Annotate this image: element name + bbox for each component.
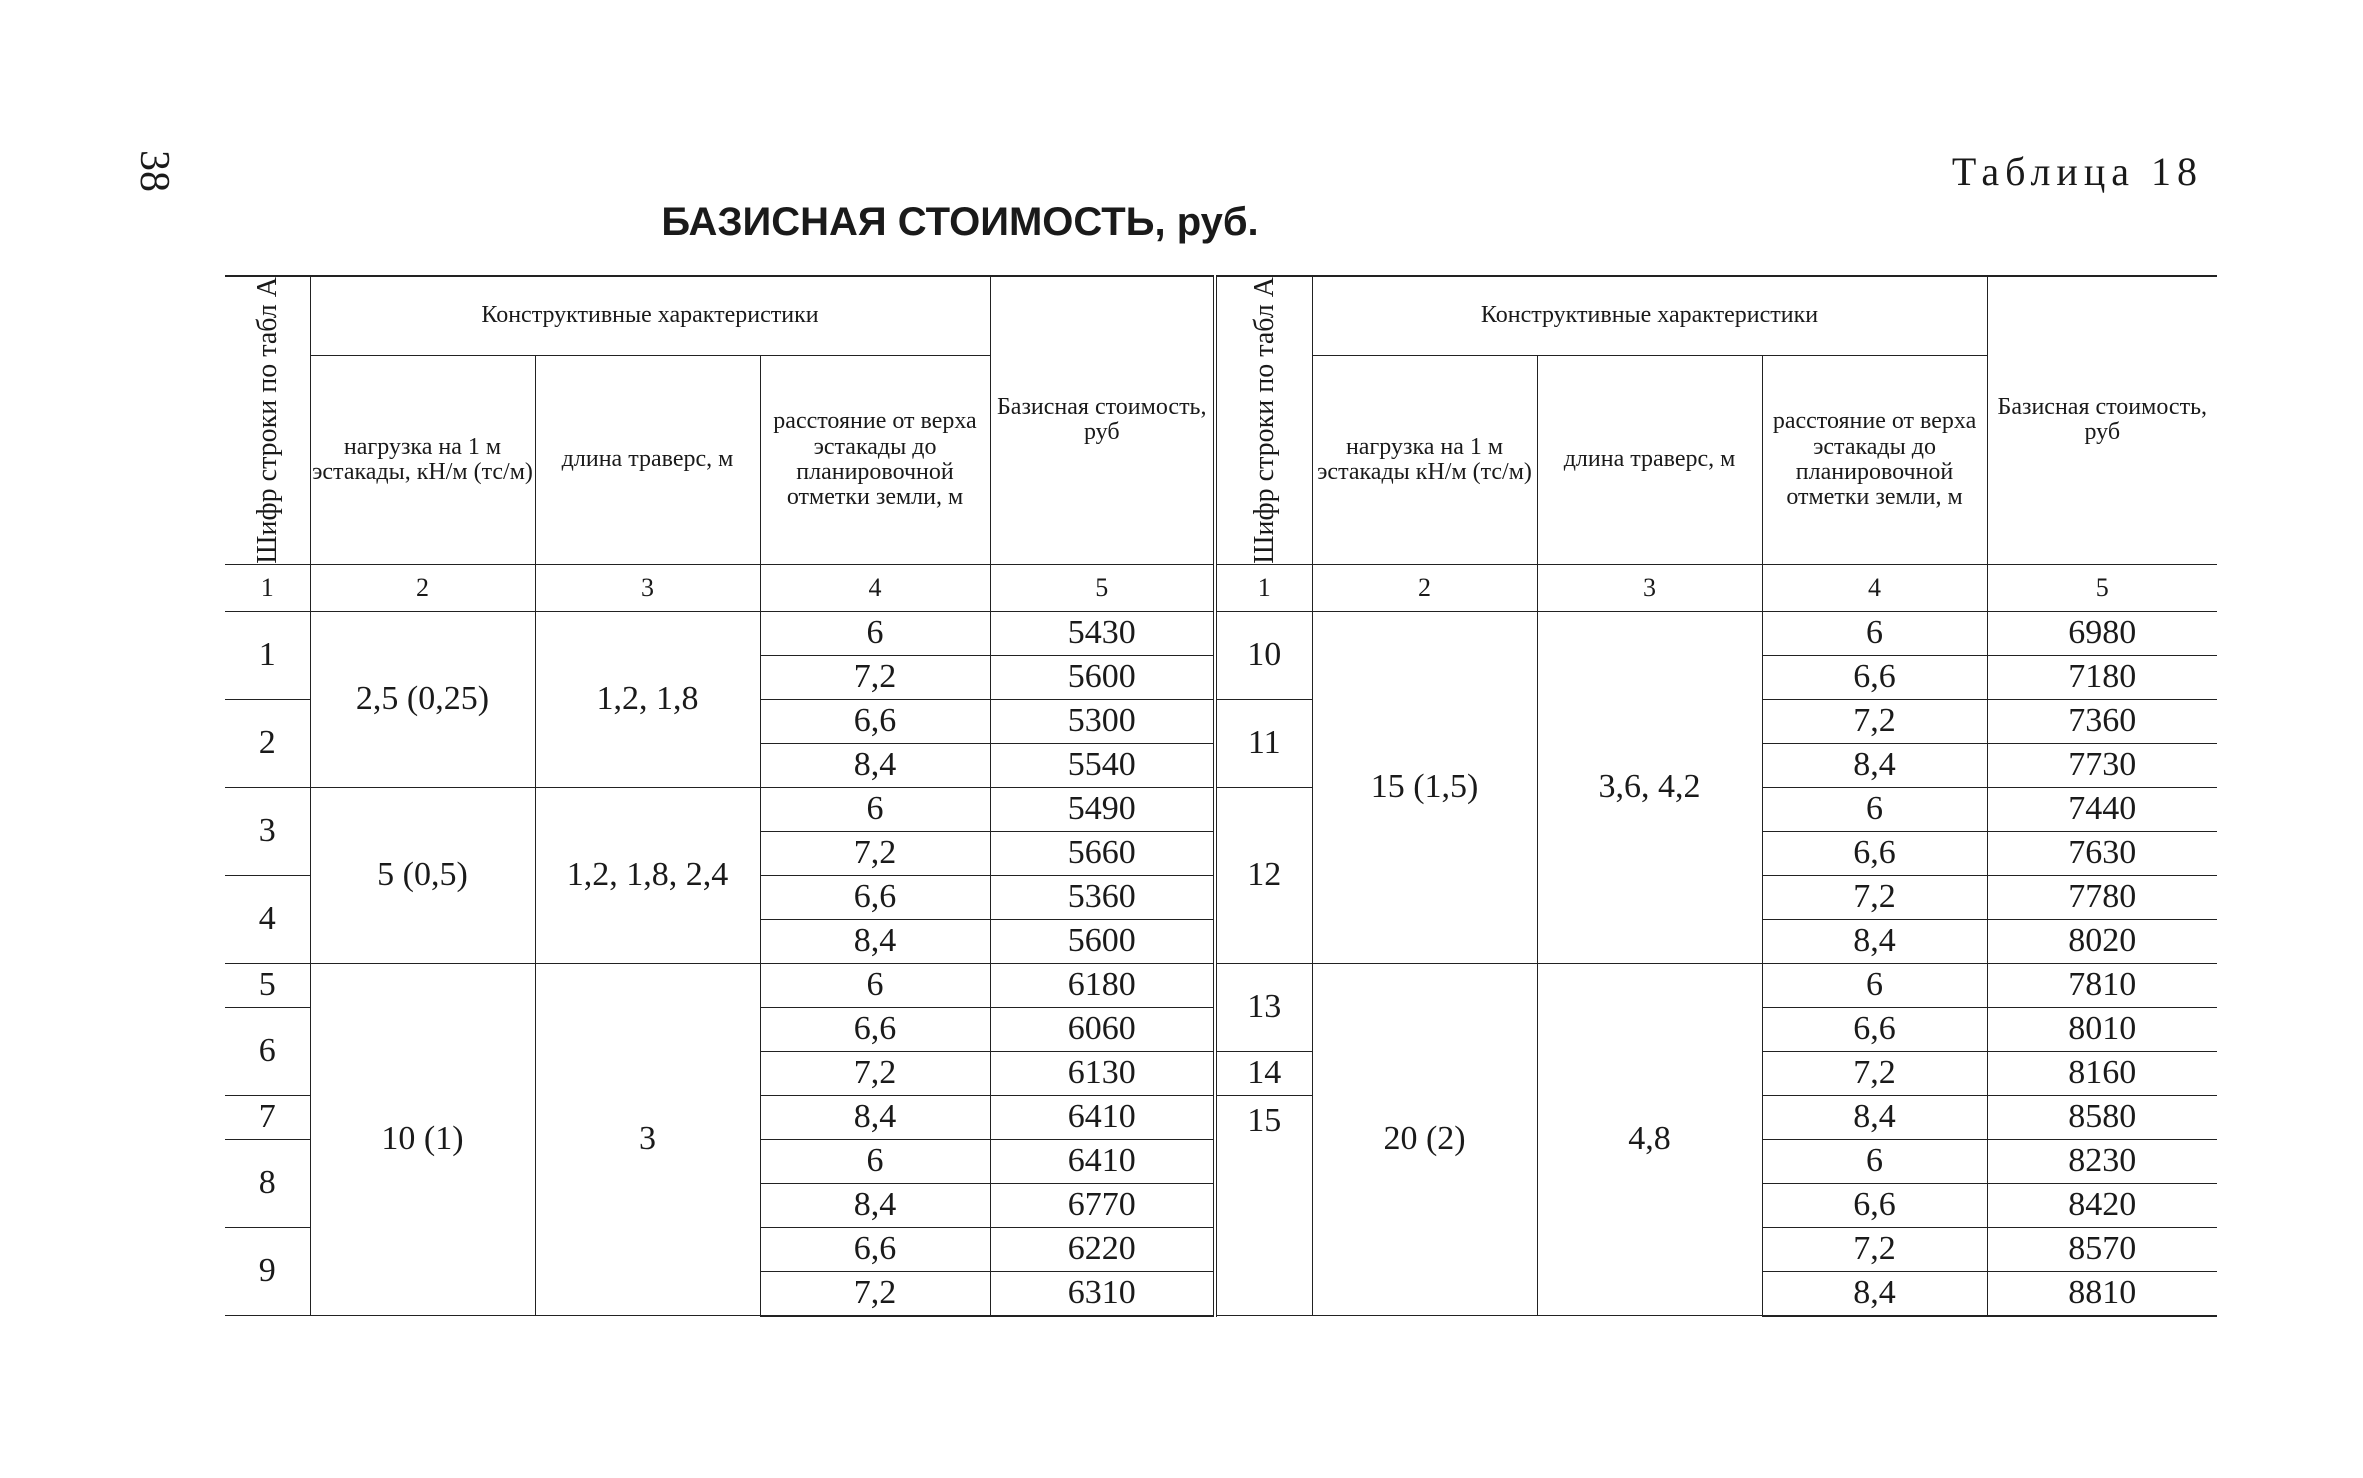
header-cost: Базисная стоимость, руб: [1987, 276, 2217, 564]
height-value: 7,2: [760, 831, 990, 875]
load-value: 2,5 (0,25): [310, 611, 535, 787]
cost-value: 7180: [1987, 655, 2217, 699]
cost-table: [225, 275, 2215, 1317]
table-row: [1217, 963, 2217, 1007]
cost-value: 7440: [1987, 787, 2217, 831]
height-value: 6,6: [760, 1007, 990, 1051]
cost-value: 8020: [1987, 919, 2217, 963]
header-height: расстояние от верха эстакады до планировочной отметки земли, м: [1762, 355, 1987, 564]
cost-value: 5430: [990, 611, 1215, 655]
row-code: 14: [1217, 1051, 1312, 1095]
col-num-2: 2: [1312, 564, 1537, 611]
col-num-3: 3: [535, 564, 760, 611]
height-value: 8,4: [760, 743, 990, 787]
height-value: 7,2: [1762, 699, 1987, 743]
cost-value: 7630: [1987, 831, 2217, 875]
document-title: БАЗИСНАЯ СТОИМОСТЬ, руб.: [661, 200, 1259, 244]
cost-value: 5600: [990, 919, 1215, 963]
height-value: 6: [1762, 611, 1987, 655]
col-num-4: 4: [1762, 564, 1987, 611]
height-value: 6,6: [1762, 655, 1987, 699]
cost-value: 8160: [1987, 1051, 2217, 1095]
header-height: расстояние от верха эстакады до планировочной отметки земли, м: [760, 355, 990, 564]
height-value: 6,6: [760, 1227, 990, 1271]
table-row: [1217, 611, 2217, 655]
height-value: 7,2: [760, 1051, 990, 1095]
col-num-1: 1: [225, 564, 310, 611]
height-value: 7,2: [1762, 875, 1987, 919]
height-value: 8,4: [760, 1095, 990, 1139]
right-half-table: [1217, 275, 2217, 1317]
length-value: 3,6, 4,2: [1537, 611, 1762, 963]
cost-value: 5660: [990, 831, 1215, 875]
header-code: Шифр строки по табл А: [225, 276, 310, 564]
row-code: 10: [1217, 611, 1312, 699]
height-value: 6,6: [1762, 831, 1987, 875]
header-length: длина траверс, м: [535, 355, 760, 564]
height-value: 7,2: [760, 655, 990, 699]
height-value: 7,2: [1762, 1051, 1987, 1095]
height-value: 8,4: [1762, 1271, 1987, 1316]
cost-value: 6770: [990, 1183, 1215, 1227]
header-group: Конструктивные характеристики: [310, 276, 990, 355]
height-value: 6,6: [760, 875, 990, 919]
height-value: 8,4: [1762, 1095, 1987, 1139]
load-value: 15 (1,5): [1312, 611, 1537, 963]
header-load: нагрузка на 1 м эстакады кН/м (тс/м): [1312, 355, 1537, 564]
load-value: 10 (1): [310, 963, 535, 1316]
height-value: 6: [1762, 963, 1987, 1007]
length-value: 4,8: [1537, 963, 1762, 1316]
cost-value: 6220: [990, 1227, 1215, 1271]
row-code: 11: [1217, 699, 1312, 787]
height-value: 8,4: [1762, 919, 1987, 963]
cost-value: 8420: [1987, 1183, 2217, 1227]
row-code: 7: [225, 1095, 310, 1139]
table-row: [225, 611, 1215, 655]
page-number: 38: [131, 150, 177, 192]
cost-value: 8810: [1987, 1271, 2217, 1316]
header-cost: Базисная стоимость, руб: [990, 276, 1215, 564]
cost-value: 5600: [990, 655, 1215, 699]
col-num-4: 4: [760, 564, 990, 611]
row-code: 6: [225, 1007, 310, 1095]
height-value: 6: [760, 963, 990, 1007]
cost-value: 8230: [1987, 1139, 2217, 1183]
cost-value: 7810: [1987, 963, 2217, 1007]
height-value: 8,4: [760, 1183, 990, 1227]
cost-value: 8570: [1987, 1227, 2217, 1271]
row-code: 13: [1217, 963, 1312, 1051]
height-value: 8,4: [760, 919, 990, 963]
load-value: 5 (0,5): [310, 787, 535, 963]
height-value: 7,2: [760, 1271, 990, 1316]
col-num-5: 5: [1987, 564, 2217, 611]
row-code: 4: [225, 875, 310, 963]
cost-value: 6180: [990, 963, 1215, 1007]
height-value: 7,2: [1762, 1227, 1987, 1271]
cost-value: 5540: [990, 743, 1215, 787]
header-code: Шифр строки по табл А: [1217, 276, 1312, 564]
length-value: 3: [535, 963, 760, 1316]
height-value: 6,6: [1762, 1007, 1987, 1051]
row-code: 1: [225, 611, 310, 699]
header-group: Конструктивные характеристики: [1312, 276, 1987, 355]
header-load: нагрузка на 1 м эстакады, кН/м (тс/м): [310, 355, 535, 564]
row-code: 8: [225, 1139, 310, 1227]
cost-value: 6410: [990, 1095, 1215, 1139]
cost-value: 6310: [990, 1271, 1215, 1316]
cost-value: 8010: [1987, 1007, 2217, 1051]
table-row: [225, 787, 1215, 831]
cost-value: 6410: [990, 1139, 1215, 1183]
row-code: 9: [225, 1227, 310, 1316]
cost-value: 6130: [990, 1051, 1215, 1095]
cost-value: 7730: [1987, 743, 2217, 787]
left-half-table: [225, 275, 1217, 1317]
row-code: 5: [225, 963, 310, 1007]
cost-value: 5490: [990, 787, 1215, 831]
row-code: 15: [1217, 1095, 1312, 1316]
row-code: 2: [225, 699, 310, 787]
table-row: [225, 963, 1215, 1007]
length-value: 1,2, 1,8, 2,4: [535, 787, 760, 963]
col-num-1: 1: [1217, 564, 1312, 611]
table-label: Таблица 18: [1951, 149, 2203, 194]
height-value: 6,6: [760, 699, 990, 743]
height-value: 6,6: [1762, 1183, 1987, 1227]
cost-value: 5360: [990, 875, 1215, 919]
row-code: 3: [225, 787, 310, 875]
height-value: 6: [1762, 787, 1987, 831]
col-num-3: 3: [1537, 564, 1762, 611]
height-value: 6: [760, 787, 990, 831]
cost-value: 5300: [990, 699, 1215, 743]
cost-value: 6060: [990, 1007, 1215, 1051]
cost-value: 7780: [1987, 875, 2217, 919]
row-code: 12: [1217, 787, 1312, 963]
cost-value: 7360: [1987, 699, 2217, 743]
cost-value: 8580: [1987, 1095, 2217, 1139]
height-value: 6: [1762, 1139, 1987, 1183]
col-num-2: 2: [310, 564, 535, 611]
col-num-5: 5: [990, 564, 1215, 611]
length-value: 1,2, 1,8: [535, 611, 760, 787]
height-value: 8,4: [1762, 743, 1987, 787]
height-value: 6: [760, 611, 990, 655]
header-length: длина траверс, м: [1537, 355, 1762, 564]
cost-value: 6980: [1987, 611, 2217, 655]
load-value: 20 (2): [1312, 963, 1537, 1316]
height-value: 6: [760, 1139, 990, 1183]
